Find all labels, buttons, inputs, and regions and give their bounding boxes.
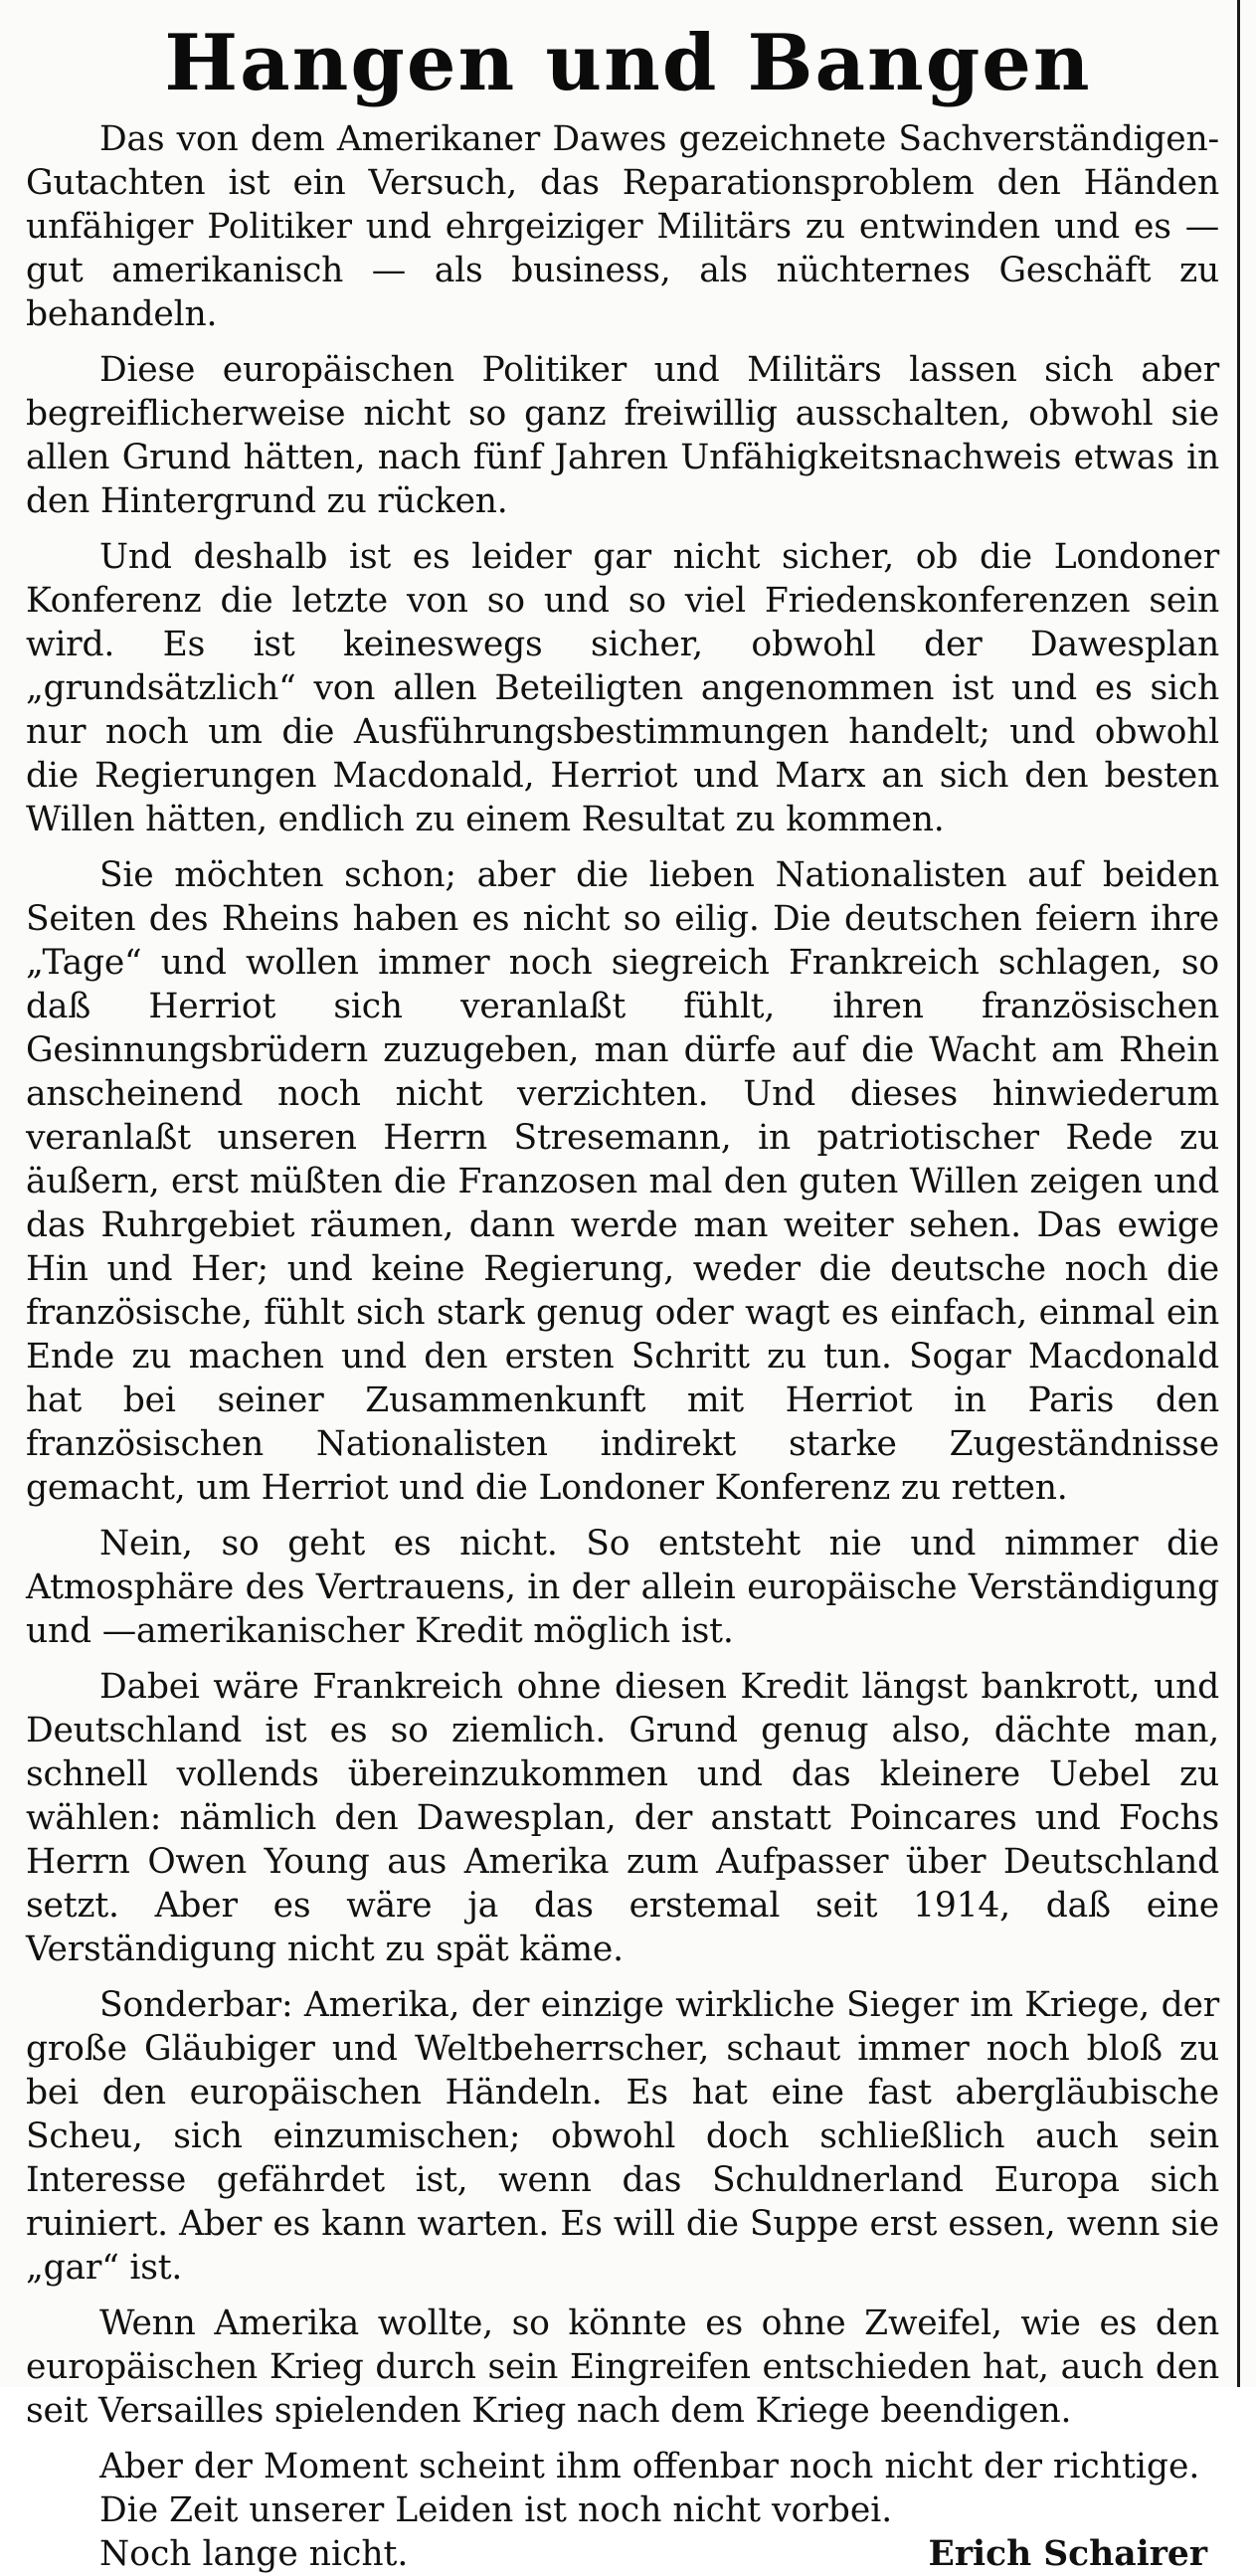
paragraph-3: Und deshalb ist es leider gar nicht sicher, ob die Londoner Konferenz die letzte von so und so viel Friedenskonferenzen sein wird. Es ist keineswegs sicher, obwohl der Dawesplan „grundsätzlich“ von allen Beteiligten angenommen ist und es sich nur noch um die Ausführungsbestimmungen handelt; und obwohl die Regierungen Macdonald, Herriot und Marx an sich den besten Willen hätten, endlich zu einem Resultat zu kommen. — [26, 537, 1219, 839]
closing-last-row — [99, 2532, 1219, 2576]
paragraph-2: Diese europäischen Politiker und Militärs lassen sich aber begreiflicherweise nicht so ganz freiwillig ausschalten, obwohl sie allen Grund hätten, nach fünf Jahren Unfähigkeitsnachweis etwas in den Hintergrund zu rücken. — [26, 350, 1219, 521]
article-body — [26, 117, 1219, 2576]
column-rule — [1237, 0, 1240, 2387]
closing-line-3: Noch lange nicht. — [99, 2534, 409, 2574]
closing-lines — [26, 2445, 1219, 2576]
paragraph-5: Nein, so geht es nicht. So entsteht nie und nimmer die Atmosphäre des Vertrauens, in der allein europäische Verständigung und —amerikanischer Kredit möglich ist. — [26, 1524, 1219, 1651]
closing-line-2: Die Zeit unserer Leiden ist noch nicht vorbei. — [99, 2490, 893, 2530]
paragraph-7: Sonderbar: Amerika, der einzige wirkliche Sieger im Kriege, der große Gläubiger und Weltbeherrscher, schaut immer noch bloß zu bei den europäischen Händeln. Es hat eine fast abergläubische Scheu, sich einzumischen; obwohl doch schließlich auch sein Interesse gefährdet ist, wenn das Schuldnerland Europa sich ruiniert. Aber es kann warten. Es will die Suppe erst essen, wenn sie „gar“ ist. — [26, 1985, 1219, 2288]
article-title: Hangen und Bangen — [164, 18, 1092, 108]
author-signature: Erich Schairer — [928, 2534, 1207, 2574]
paragraph-8: Wenn Amerika wollte, so könnte es ohne Zweifel, wie es den europäischen Krieg durch sein Eingreifen entschieden hat, auch den seit Versailles spielenden Krieg nach dem Kriege beendigen. — [26, 2303, 1219, 2431]
paragraph-4: Sie möchten schon; aber die lieben Nationalisten auf beiden Seiten des Rheins haben es nicht so eilig. Die deutschen feiern ihre „Tage“ und wollen immer noch siegreich Frankreich schlagen, so daß Herriot sich veranlaßt fühlt, ihren französischen Gesinnungsbrüdern zuzugeben, man dürfe auf die Wacht am Rhein anscheinend noch nicht verzichten. Und dieses hinwiederum veranlaßt unseren Herrn Stresemann, in patriotischer Rede zu äußern, erst müßten die Franzosen mal den guten Willen zeigen und das Ruhrgebiet räumen, dann werde man weiter sehen. Das ewige Hin und Her; und keine Regierung, weder die deutsche noch die französische, fühlt sich stark genug oder wagt es einfach, einmal ein Ende zu machen und den ersten Schritt zu tun. Sogar Macdonald hat bei seiner Zusammenkunft mit Herriot in Paris den französischen Nationalisten indirekt starke Zugeständnisse gemacht, um Herriot und die Londoner Konferenz zu retten. — [26, 855, 1219, 1508]
paragraph-6: Dabei wäre Frankreich ohne diesen Kredit längst bankrott, und Deutschland ist es so ziemlich. Grund genug also, dächte man, schnell vollends übereinzukommen und das kleinere Uebel zu wählen: nämlich den Dawesplan, der anstatt Poincares und Fochs Herrn Owen Young aus Amerika zum Aufpasser über Deutschland setzt. Aber es wäre ja das erstemal seit 1914, daß eine Verständigung nicht zu spät käme. — [26, 1667, 1219, 1969]
closing-line-1: Aber der Moment scheint ihm offenbar noch nicht der richtige. — [99, 2447, 1200, 2486]
paragraph-1: Das von dem Amerikaner Dawes gezeichnete Sachverständigen-Gutachten ist ein Versuch, das Reparationsproblem den Händen unfähiger Politiker und ehrgeiziger Militärs zu entwinden und es — gut amerikanisch — als business, als nüchternes Geschäft zu behandeln. — [26, 119, 1219, 334]
